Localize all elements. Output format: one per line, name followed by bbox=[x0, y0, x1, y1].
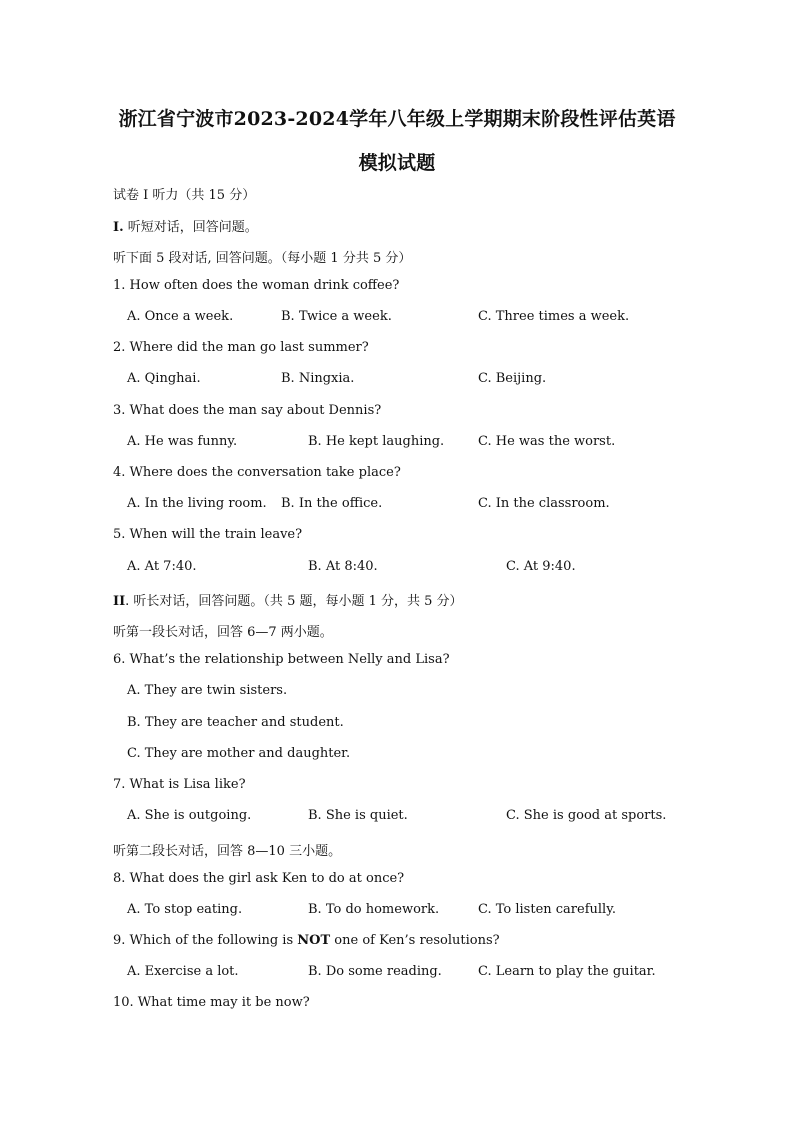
question-3-stem: 3. What does the man say about Dennis? bbox=[113, 403, 382, 418]
document-title-line2: 模拟试题 bbox=[358, 152, 436, 174]
question-9-option-b: B. Do some reading. bbox=[308, 964, 442, 979]
question-7-stem: 7. What is Lisa like? bbox=[113, 777, 246, 792]
document-title-line1: 浙江省宁波市2023-2024学年八年级上学期期末阶段性评估英语 bbox=[118, 108, 676, 130]
question-6-option-b: B. They are teacher and student. bbox=[127, 715, 344, 730]
question-8-stem: 8. What does the girl ask Ken to do at once? bbox=[113, 871, 405, 886]
question-9-stem-end: one of Ken’s resolutions? bbox=[330, 933, 500, 948]
dialog-2-instruction: 听第二段长对话，回答 8—10 三小题。 bbox=[113, 844, 342, 859]
question-5-option-c: C. At 9:40. bbox=[506, 559, 576, 574]
question-9-stem-start: 9. Which of the following is bbox=[113, 933, 298, 948]
question-4-option-c: C. In the classroom. bbox=[478, 496, 610, 511]
question-4-option-a: A. In the living room. bbox=[127, 496, 267, 511]
question-7-option-b: B. She is quiet. bbox=[308, 808, 408, 823]
section-1-number: I. bbox=[113, 220, 124, 235]
question-9-option-c: C. Learn to play the guitar. bbox=[478, 964, 656, 979]
question-7-option-c: C. She is good at sports. bbox=[506, 808, 667, 823]
question-9-stem-emphasis: NOT bbox=[297, 933, 331, 948]
question-4-stem: 4. Where does the conversation take place? bbox=[113, 465, 401, 480]
question-4-option-b: B. In the office. bbox=[281, 496, 383, 511]
dialog-1-instruction: 听第一段长对话，回答 6—7 两小题。 bbox=[113, 625, 333, 640]
question-2-option-b: B. Ningxia. bbox=[281, 371, 355, 386]
question-1-stem: 1. How often does the woman drink coffee? bbox=[113, 278, 400, 293]
question-9-option-a: A. Exercise a lot. bbox=[127, 964, 239, 979]
question-5-stem: 5. When will the train leave? bbox=[113, 527, 303, 542]
question-8-option-b: B. To do homework. bbox=[308, 902, 440, 917]
question-7-option-a: A. She is outgoing. bbox=[127, 808, 252, 823]
section-1-instruction: 听下面 5 段对话, 回答问题。（每小题 1 分共 5 分） bbox=[113, 251, 412, 266]
question-6-option-c: C. They are mother and daughter. bbox=[127, 746, 351, 761]
question-8-option-c: C. To listen carefully. bbox=[478, 902, 616, 917]
question-8-option-a: A. To stop eating. bbox=[127, 902, 243, 917]
question-6-stem: 6. What’s the relationship between Nelly and Lisa? bbox=[113, 652, 450, 667]
section-2-number: II bbox=[113, 594, 126, 609]
question-5-option-a: A. At 7:40. bbox=[127, 559, 197, 574]
question-1-option-b: B. Twice a week. bbox=[281, 309, 392, 324]
question-6-option-a: A. They are twin sisters. bbox=[127, 683, 288, 698]
section-1-heading bbox=[113, 216, 258, 235]
question-3-option-b: B. He kept laughing. bbox=[308, 434, 445, 449]
paper-header: 试卷 I 听力（共 15 分） bbox=[113, 188, 256, 203]
question-10-stem: 10. What time may it be now? bbox=[113, 995, 310, 1010]
question-1-option-c: C. Three times a week. bbox=[478, 309, 630, 324]
question-3-option-a: A. He was funny. bbox=[127, 434, 238, 449]
section-1-title: 听短对话，回答问题。 bbox=[123, 220, 258, 235]
question-9-stem bbox=[113, 933, 500, 948]
question-1-option-a: A. Once a week. bbox=[127, 309, 234, 324]
question-2-option-a: A. Qinghai. bbox=[127, 371, 201, 386]
question-2-stem: 2. Where did the man go last summer? bbox=[113, 340, 369, 355]
question-2-option-c: C. Beijing. bbox=[478, 371, 547, 386]
question-5-option-b: B. At 8:40. bbox=[308, 559, 378, 574]
section-2-title: . 听长对话，回答问题。（共 5 题，每小题 1 分，共 5 分） bbox=[125, 594, 463, 609]
section-2-heading bbox=[113, 590, 463, 609]
question-3-option-c: C. He was the worst. bbox=[478, 434, 616, 449]
